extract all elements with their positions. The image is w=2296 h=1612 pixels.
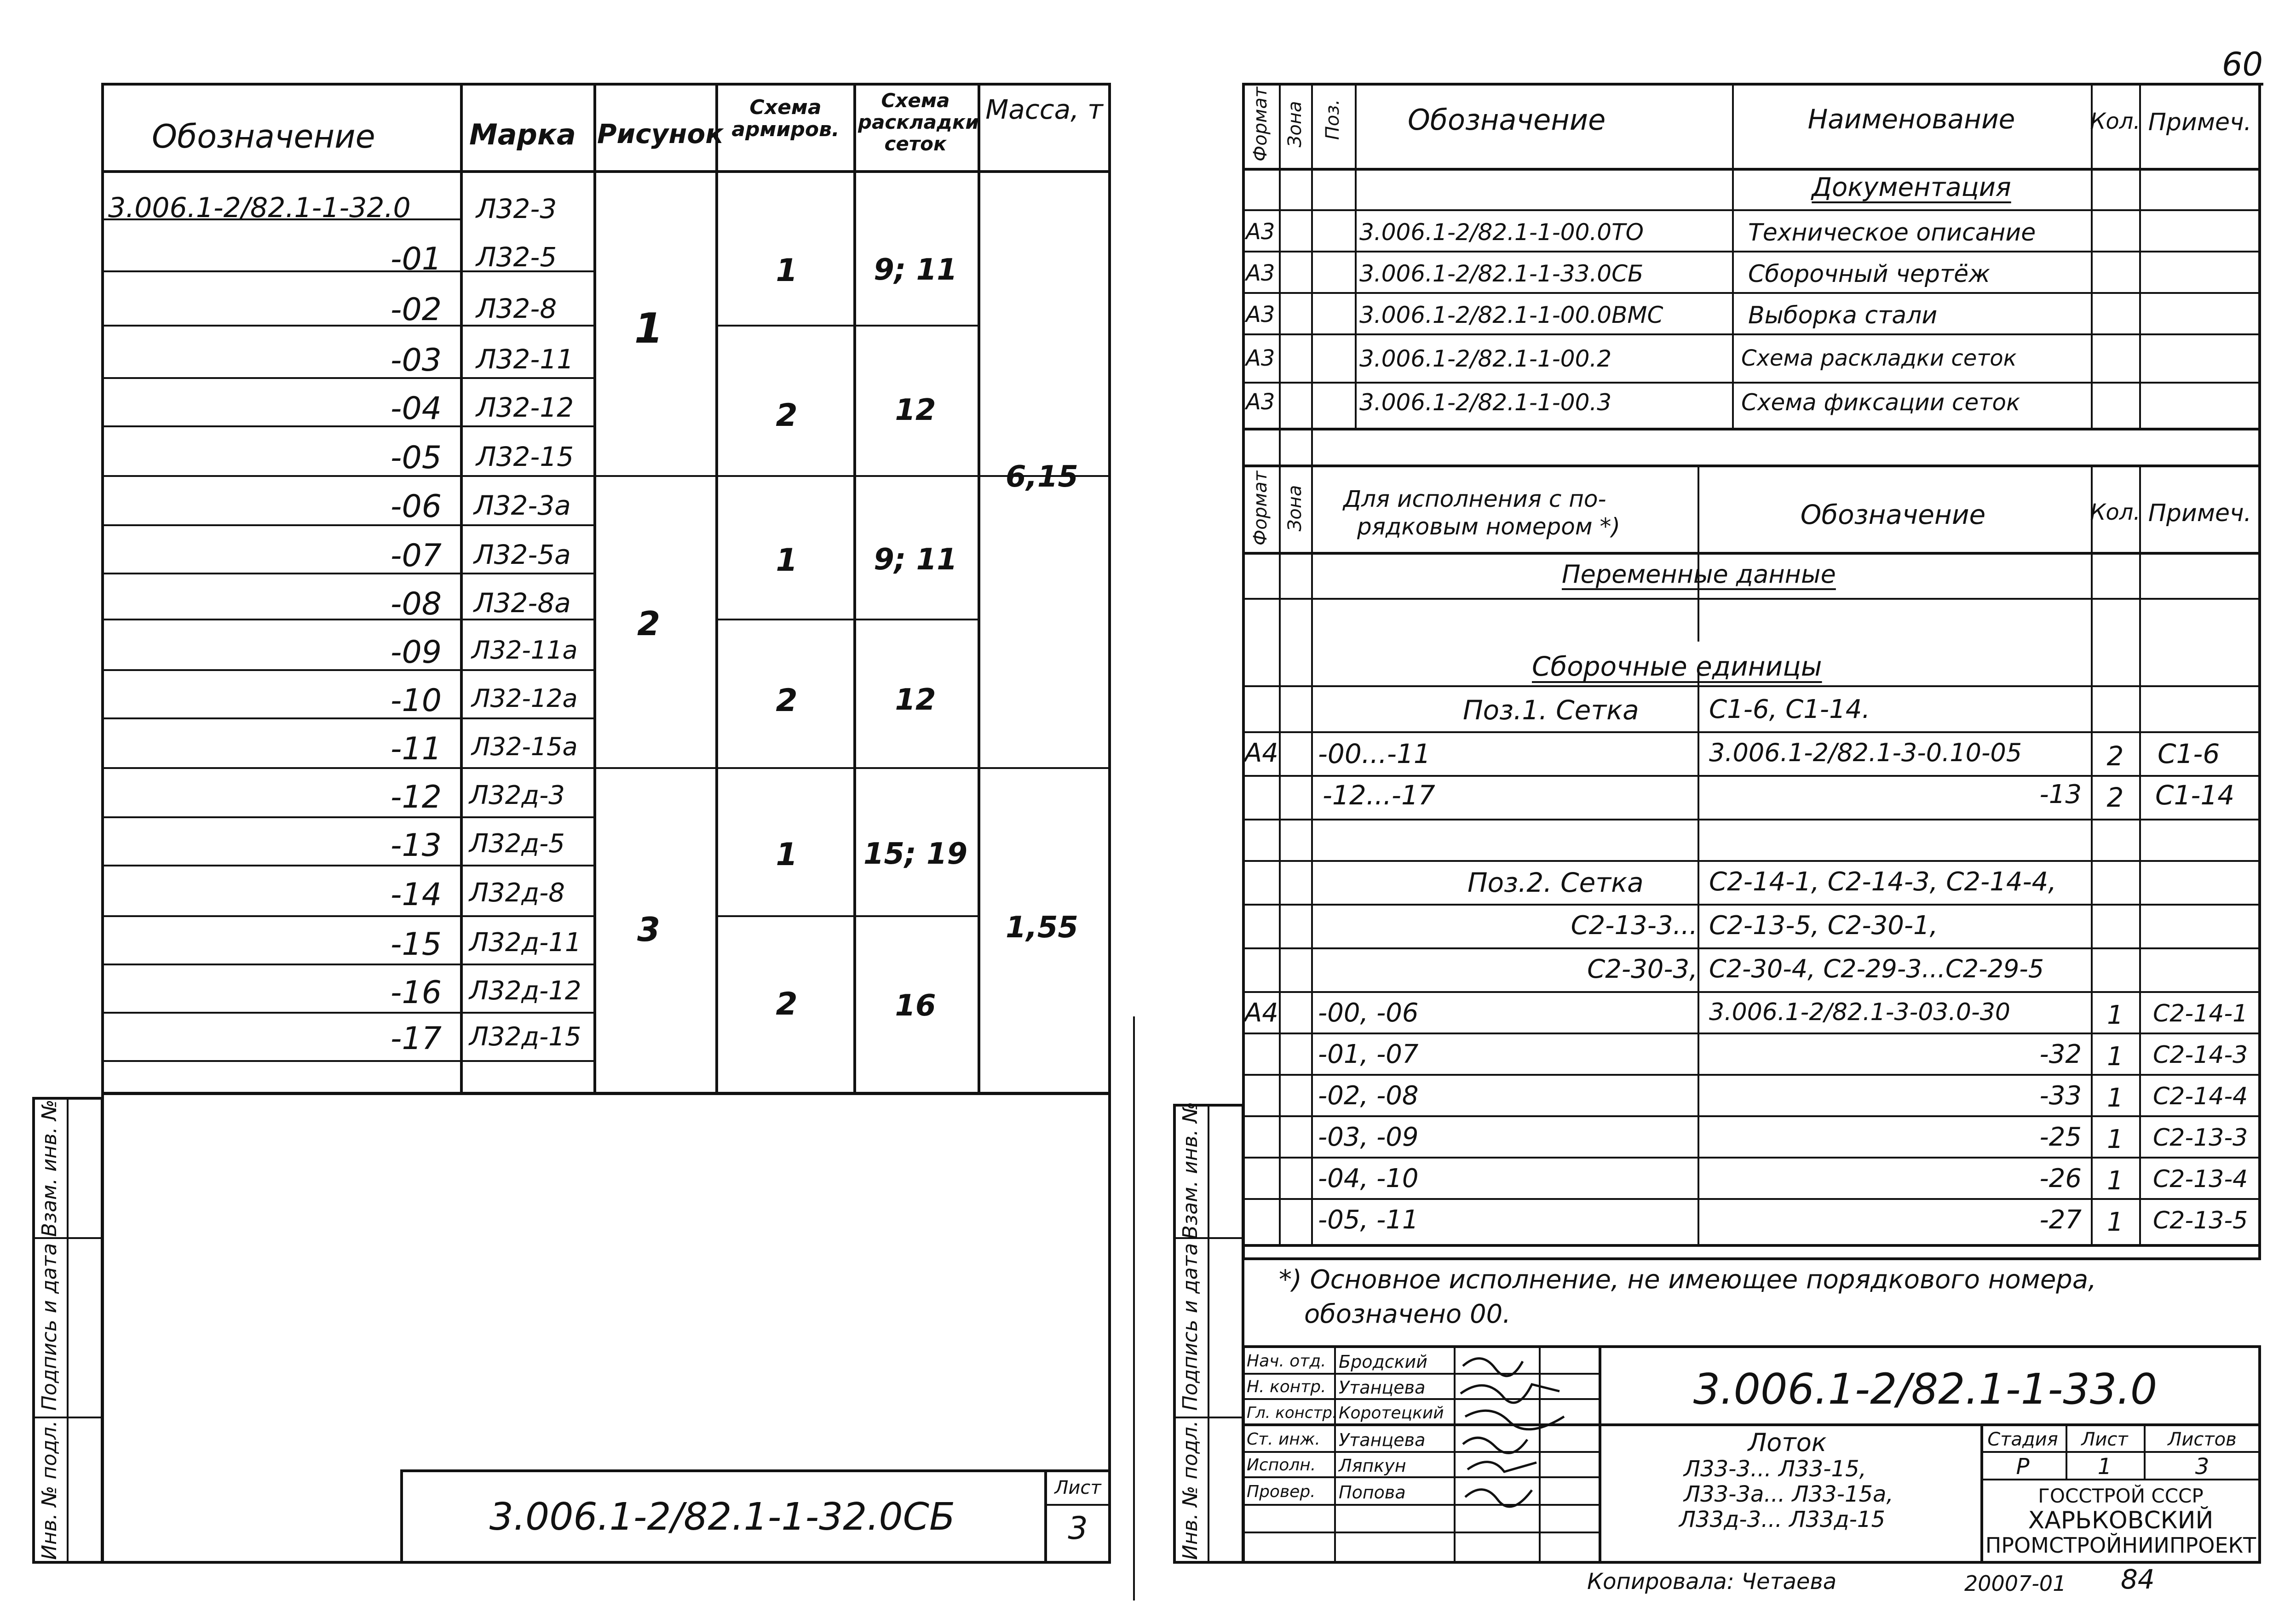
pos2-label: Поз.2. Сетка [1467,867,1644,898]
row-qty: 1 [2107,1000,2123,1030]
header-mark: Марка [469,118,576,151]
page-number: 84 [2121,1564,2155,1595]
spec2-row-rule [1242,819,2261,820]
row-qty: 1 [2107,1207,2123,1237]
header-name: Наименование [1807,103,2015,135]
designation-cell: -13 [390,827,442,864]
spec2-col-rule [1698,671,1699,1246]
row-note: С2-14-4 [2153,1083,2248,1110]
row-designation: 3.006.1-2/82.1-3-03.0-30 [1709,998,2010,1026]
figure-cell: 3 [637,910,661,949]
spec2-row-rule [1242,775,2261,777]
left-col-rule [978,83,980,1095]
designation-cell: -14 [390,877,442,913]
spec2-bottom-rule [1242,1244,2261,1247]
side-label: Подпись и дата [1179,1243,1202,1411]
left-header-rule [101,170,1111,173]
doc-format: А3 [1246,302,1275,327]
designation-cell: -12 [390,779,442,815]
spec2-row-rule [1242,991,2261,993]
left-row-rule [101,524,595,526]
left-col-rule [715,83,718,1095]
sheets-label: Листов [2168,1429,2237,1450]
row-qty: 2 [2106,782,2124,813]
spec2-row-rule [1242,1033,2261,1034]
mark-cell: Л32-5а [474,539,571,570]
rebar-cell: 2 [776,683,798,719]
pos1-meshes: С1-6, С1-14. [1709,694,1870,724]
stamp-role: Провер. [1247,1482,1316,1501]
header-note: Примеч. [2148,109,2252,136]
row-exec: -03, -09 [1318,1122,1419,1152]
left-strip-rule [67,1097,69,1564]
designation-cell: -03 [390,342,442,379]
spec2-row-rule [1242,1198,2261,1200]
right-strip-rule [1208,1104,1209,1564]
order-number: 20007-01 [1964,1571,2066,1596]
mark-cell: Л32д-15 [469,1022,581,1052]
mark-cell: Л32-11 [476,344,574,375]
left-sheet-number: 3 [1068,1510,1088,1547]
row-qty: 1 [2107,1124,2123,1154]
doc-name: Схема фиксации сеток [1741,389,2020,416]
designation-cell: -02 [390,292,442,328]
right-doc-code: 3.006.1-2/82.1-1-33.0 [1693,1365,2158,1414]
mesh-cell: 12 [895,683,936,717]
doc-name: Техническое описание [1748,219,2036,247]
spec-col-rule [2139,83,2141,430]
spec-row-rule [1242,209,2261,211]
designation-cell: -04 [390,390,442,427]
row-designation: -26 [2039,1164,2082,1193]
left-col-rule [593,83,596,1095]
spec2-row-rule [1242,1157,2261,1159]
designation-cell: -05 [390,440,442,476]
rebar-cell: 1 [776,542,798,579]
stamp-name: Попова [1339,1482,1406,1503]
left-row-rule [101,964,595,965]
mark-cell: Л32д-5 [469,829,565,859]
pos1-label: Поз.1. Сетка [1463,694,1639,726]
designation-cell: -15 [390,926,442,963]
stamp-rule [1334,1345,1336,1564]
binding-line [1133,1016,1135,1601]
header-mass: Масса, т [985,94,1103,125]
left-lower-frame [101,1092,1111,1564]
stamp-rule [1980,1423,1983,1564]
spec-row-rule [1242,292,2261,294]
row-note: С1-6 [2158,738,2220,769]
spec-row-rule [1242,428,2261,430]
row-designation: -13 [2039,780,2082,809]
row-exec: -00, -06 [1318,998,1419,1028]
designation-cell: -07 [390,538,442,574]
row-qty: 2 [2106,740,2124,772]
header-designation-2: Обозначение [1800,499,1986,530]
header-designation: Обозначение [1408,103,1606,137]
side-label: Взам. инв. № [38,1099,61,1237]
doc-designation: 3.006.1-2/82.1-1-00.0ВМС [1359,302,1663,328]
header-zone: Зона [1284,485,1306,532]
row-exec: -00...-11 [1318,738,1431,769]
header-pos: Поз. [1322,99,1343,140]
left-row-rule [101,1060,595,1062]
row-note: С2-14-1 [2153,1000,2248,1027]
doc-name: Схема раскладки сеток [1741,345,2017,371]
spec2-col-rule [2139,465,2141,1246]
mark-cell: Л32-11а [472,636,578,665]
left-titleblock-rule [1044,1469,1047,1564]
mark-cell: Л32д-11 [469,928,581,958]
spec2-header-rule [1242,552,2261,555]
org-line1: ГОССТРОЙ СССР [2038,1485,2204,1507]
left-row-rule [101,325,595,327]
left-group-rule [715,325,978,327]
mass-cell: 6,15 [1006,460,1078,494]
designation-cell: 3.006.1-2/82.1-1-32.0 [108,192,411,224]
rebar-cell: 1 [776,252,798,289]
doc-name: Выборка стали [1748,302,1938,329]
stamp-name: Утанцева [1339,1377,1426,1398]
left-titleblock-rule [400,1469,403,1564]
side-label: Подпись и дата [38,1243,61,1411]
mark-cell: Л32-12а [472,684,578,713]
spec2-col-rule [2091,465,2093,1246]
stamp-name: Бродский [1339,1352,1427,1372]
mesh-cell: 16 [895,989,936,1023]
right-strip-rule [1173,1417,1244,1418]
designation-cell: -10 [390,683,442,719]
left-row-rule [101,1012,595,1014]
pos2-line2-left: С2-13-3... [1571,911,1698,941]
spec-col-rule [1355,83,1357,430]
rebar-cell: 2 [776,986,798,1022]
stamp-role: Гл. констр. [1247,1404,1337,1422]
designation-cell: -11 [390,731,442,767]
left-row-rule [101,717,595,719]
stamp-rule [1242,1423,2261,1426]
product-title: Лоток [1748,1428,1827,1457]
sheets-value: 3 [2195,1454,2210,1480]
footnote-line2: обозначено 00. [1304,1299,1511,1329]
row-exec: -01, -07 [1318,1039,1419,1069]
mark-cell: Л32д-3 [469,780,565,810]
stamp-role: Ст. инж. [1247,1430,1320,1449]
row-format: А4 [1244,998,1278,1028]
left-row-rule [101,669,595,671]
doc-format: А3 [1246,345,1275,371]
signature-scribbles [1454,1348,1578,1509]
doc-format: А3 [1246,389,1275,415]
header-format: Формат [1250,470,1271,546]
doc-designation: 3.006.1-2/82.1-1-33.0СБ [1359,260,1644,287]
stamp-rule [1980,1451,2261,1453]
left-row-rule [101,475,1111,477]
row-designation: -32 [2039,1039,2082,1069]
copied-by: Копировала: Четаева [1587,1569,1837,1595]
left-titleblock-rule [1044,1504,1111,1506]
designation-cell: -08 [390,586,442,622]
mesh-cell: 12 [895,393,936,427]
designation-cell: -16 [390,975,442,1011]
mesh-cell: 9; 11 [874,253,957,287]
row-designation: 3.006.1-2/82.1-3-0.10-05 [1709,738,2022,767]
left-row-rule [101,573,595,574]
left-col-rule [853,83,856,1095]
stamp-name: Утанцева [1339,1430,1426,1450]
row-note: С2-14-3 [2153,1041,2248,1069]
designation-cell: -01 [390,241,442,277]
rebar-cell: 1 [776,837,798,873]
left-col-rule [460,83,463,1095]
row-designation: -33 [2039,1081,2082,1111]
left-table-frame [101,83,1111,1095]
row-exec: -04, -10 [1318,1164,1419,1193]
header-note-2: Примеч. [2148,499,2252,527]
header-exec-line1: Для исполнения с по- [1343,486,1606,512]
doc-format: А3 [1246,260,1275,286]
left-group-rule [715,915,978,917]
mark-cell: Л32д-8 [469,878,565,908]
designation-cell: -06 [390,488,442,525]
stamp-role: Н. контр. [1247,1377,1326,1396]
figure-cell: 1 [634,304,663,353]
doc-name: Сборочный чертёж [1748,260,1990,288]
mark-cell: Л32-12 [476,392,574,423]
pos2-line3-right: С2-30-4, С2-29-3...С2-29-5 [1709,954,2044,983]
row-note: С1-14 [2155,780,2235,811]
stamp-role: Исполн. [1247,1456,1316,1474]
header-format: Формат [1250,86,1271,162]
designation-cell: -09 [390,634,442,671]
row-designation: -27 [2039,1205,2082,1235]
spec2-row-rule [1242,904,2261,906]
row-designation: -25 [2039,1122,2082,1152]
left-row-rule [101,767,1111,769]
header-rebar-scheme: Схема армиров. [731,96,840,142]
row-note: С2-13-4 [2153,1165,2248,1193]
mesh-cell: 15; 19 [863,837,967,871]
sheet-value: 1 [2097,1454,2112,1480]
row-exec: -02, -08 [1318,1081,1419,1111]
left-row-rule [101,619,595,620]
mass-cell: 1,55 [1006,911,1078,945]
row-exec: -12...-17 [1323,780,1435,811]
doc-designation: 3.006.1-2/82.1-1-00.3 [1359,389,1612,416]
product-marks-line3: Л33д-3... Л33д-15 [1679,1507,1886,1532]
left-sheet-label: Лист [1054,1477,1101,1498]
header-designation: Обозначение [152,118,375,155]
stage-label: Стадия [1987,1429,2058,1450]
spec2-row-rule [1242,731,2261,733]
mark-cell: Л32-3 [476,193,557,224]
left-strip-rule [32,1417,104,1418]
corner-number: 60 [2222,46,2263,83]
spec2-row-rule [1242,947,2261,949]
mark-cell: Л32-15а [472,732,578,761]
stamp-rule [1599,1345,1601,1564]
spec2-top-rule [1242,465,2261,467]
spec2-col-rule [1698,465,1699,642]
header-mesh-scheme: Схема раскладки сеток [858,89,979,155]
spec-col-rule [2091,83,2093,430]
mark-cell: Л32-5 [476,241,557,273]
mark-cell: Л32-3а [474,490,571,521]
doc-designation: 3.006.1-2/82.1-1-00.2 [1359,345,1612,372]
spec2-col-rule [1279,465,1281,1246]
mark-cell: Л32-8 [476,293,557,324]
header-figure: Рисунок [597,118,724,149]
doc-designation: 3.006.1-2/82.1-1-00.0ТО [1359,219,1644,246]
row-qty: 1 [2107,1166,2123,1196]
doc-section-title: Документация [1812,172,2011,202]
footnote-line1: *) Основное исполнение, не имеющее порядкового номера, [1279,1265,2096,1295]
pos2-line2-right: С2-13-5, С2-30-1, [1709,911,1938,941]
stamp-name: Ляпкун [1339,1456,1406,1476]
doc-format: А3 [1246,219,1275,245]
spec2-row-rule [1242,1074,2261,1076]
spec-row-rule [1242,251,2261,252]
left-row-rule [101,865,595,866]
header-exec-line2: рядковым номером *) [1357,513,1620,540]
row-exec: -05, -11 [1318,1205,1419,1235]
org-line3: ПРОМСТРОЙНИИПРОЕКТ [1985,1533,2256,1558]
spec-row-rule [1242,382,2261,384]
left-row-rule [101,425,595,427]
left-row-rule [101,377,595,379]
spec2-row-rule [1242,1115,2261,1117]
side-label: Инв. № подл. [38,1420,61,1560]
row-qty: 1 [2107,1042,2123,1072]
pos2-line1: С2-14-1, С2-14-3, С2-14-4, [1709,867,2057,897]
product-marks-line1: Л33-3... Л33-15, [1684,1456,1866,1482]
left-strip-rule [32,1237,104,1239]
mark-cell: Л32-8а [474,587,571,619]
row-note: С2-13-5 [2153,1207,2248,1234]
left-doc-code: 3.006.1-2/82.1-1-32.0СБ [489,1495,955,1539]
header-qty: Кол. [2090,109,2141,134]
figure-cell: 2 [637,604,661,643]
stamp-role: Нач. отд. [1247,1352,1326,1371]
header-zone: Зона [1284,101,1306,148]
org-line2: ХАРЬКОВСКИЙ [2028,1507,2214,1534]
spec-row-rule [1242,333,2261,335]
mark-cell: Л32-15 [476,441,574,472]
designation-cell: -17 [390,1021,442,1057]
mark-cell: Л32д-12 [469,976,581,1006]
row-qty: 1 [2107,1083,2123,1113]
stamp-name: Коротецкий [1339,1404,1444,1423]
spec2-row-rule [1242,685,2261,687]
mesh-cell: 9; 11 [874,543,957,577]
row-format: А4 [1244,738,1278,768]
spec2-col-rule [1311,465,1313,1246]
left-row-rule [101,915,595,917]
assembly-units-title: Сборочные единицы [1532,651,1822,682]
row-note: С2-13-3 [2153,1124,2248,1152]
side-label: Взам. инв. № [1179,1101,1202,1239]
product-marks-line2: Л33-3а... Л33-15а, [1684,1481,1893,1507]
side-label: Инв. № подл. [1179,1420,1202,1560]
left-row-rule [101,816,595,818]
header-qty-2: Кол. [2090,499,2141,525]
left-group-rule [715,619,978,620]
stage-value: Р [2016,1454,2030,1480]
pos2-line3-left: С2-30-3, [1587,954,1698,984]
variable-data-title: Переменные данные [1562,560,1836,589]
spec-col-rule [1732,83,1734,430]
sheet-label: Лист [2081,1429,2128,1450]
left-titleblock-rule [400,1469,1111,1472]
spec2-row-rule [1242,598,2261,600]
stamp-rule [1242,1532,1599,1533]
spec2-row-rule [1242,860,2261,862]
rebar-cell: 2 [776,397,798,434]
spec-header-rule [1242,168,2261,171]
